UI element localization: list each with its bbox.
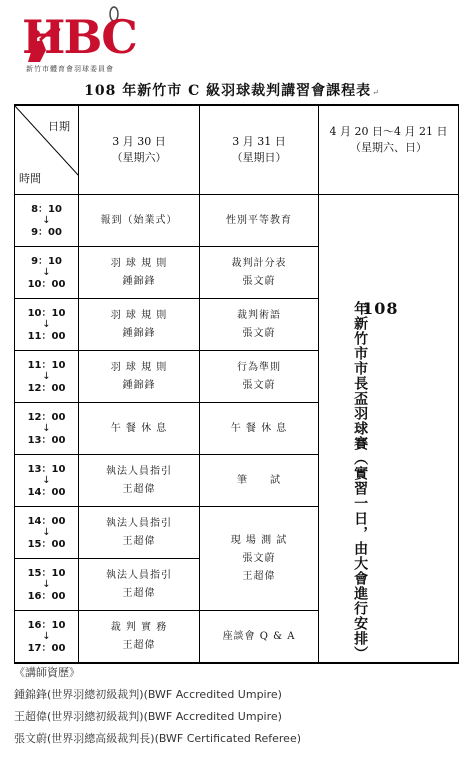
- note-line: 張文蔚(世界羽總高級裁判長)(BWF Certificated Referee): [14, 732, 302, 745]
- session-lecturer: 王超偉: [122, 587, 156, 599]
- header-row: [15, 105, 459, 195]
- day-3-date: 4 月 20 日～4 月 21 日: [329, 125, 448, 138]
- down-arrow-icon: ↓: [42, 474, 51, 486]
- session-lecturer: 張文蔚: [242, 327, 276, 339]
- session-title: 行為準則: [237, 361, 281, 373]
- day-1-session: [79, 455, 200, 507]
- day-2-session: [200, 611, 319, 664]
- day-1-session: [79, 611, 200, 664]
- corner-date-label: 日期: [48, 120, 70, 133]
- down-arrow-icon: ↓: [42, 422, 51, 434]
- session-title: 裁判術語: [237, 309, 281, 321]
- session-lecturer: 鍾錦鋒: [122, 275, 156, 287]
- down-arrow-icon: ↓: [42, 630, 51, 642]
- session-title: 執法人員指引: [106, 517, 172, 529]
- day-1-session: [79, 351, 200, 403]
- session-title: 性別平等教育: [226, 214, 292, 226]
- time-cell: [15, 455, 79, 507]
- slot-end: 16：00: [27, 590, 66, 602]
- slot-end: 17：00: [27, 642, 66, 654]
- down-arrow-icon: ↓: [42, 370, 51, 382]
- day-1-session: [79, 195, 200, 247]
- internship-year: 108: [362, 299, 399, 318]
- day-2-session: [200, 455, 319, 507]
- session-lecturer: 張文蔚: [242, 379, 276, 391]
- day-3-weekday: （星期六、日）: [350, 141, 427, 154]
- internship-vertical-text: [352, 299, 399, 661]
- session-title: 現 場 測 試: [230, 534, 288, 546]
- corner-time-label: 時間: [19, 172, 41, 185]
- document-title: [0, 80, 464, 100]
- slot-start: 15：10: [27, 567, 66, 579]
- day-2-session: [200, 299, 319, 351]
- session-lecturer: 張文蔚: [242, 275, 276, 287]
- day-2-session: [200, 403, 319, 455]
- session-title: 裁判計分表: [231, 257, 287, 269]
- down-arrow-icon: ↓: [42, 578, 51, 590]
- time-cell: [15, 611, 79, 664]
- day-1-session: [79, 403, 200, 455]
- time-cell: [15, 403, 79, 455]
- session-title: 羽 球 規 則: [110, 257, 168, 269]
- note-line: 鍾錦鋒(世界羽總初級裁判)(BWF Accredited Umpire): [14, 688, 282, 701]
- slot-end: 10：00: [27, 278, 66, 290]
- slot-start: 11：10: [27, 359, 66, 371]
- slot-start: 14：00: [27, 515, 66, 527]
- diagonal-line: [15, 106, 79, 176]
- header-corner-cell: [15, 105, 79, 195]
- session-lecturer: 張文蔚: [242, 552, 276, 564]
- slot-start: 10：10: [27, 307, 66, 319]
- slot-start: 8：10: [31, 203, 62, 215]
- down-arrow-icon: ↓: [42, 266, 51, 278]
- slot-end: 11：00: [27, 330, 66, 342]
- session-lecturer: 鍾錦鋒: [122, 379, 156, 391]
- schedule-table: [14, 104, 459, 664]
- slot-end: 14：00: [27, 486, 66, 498]
- down-arrow-icon: ↓: [42, 526, 51, 538]
- session-title: 羽 球 規 則: [110, 361, 168, 373]
- session-lecturer: 王超偉: [122, 483, 156, 495]
- session-lecturer: 王超偉: [122, 639, 156, 651]
- down-arrow-icon: ↓: [42, 214, 51, 226]
- session-lecturer: 王超偉: [122, 535, 156, 547]
- day-2-weekday: （星期日）: [231, 151, 287, 164]
- slot-start: 12：00: [27, 411, 66, 423]
- day-2-session: [200, 507, 319, 611]
- slot-start: 13：10: [27, 463, 66, 475]
- session-title: 筆 試: [237, 474, 281, 486]
- day-1-date: 3 月 30 日: [112, 135, 166, 148]
- day-2-session: [200, 247, 319, 299]
- session-title: 執法人員指引: [106, 569, 172, 581]
- lecturer-notes: [14, 662, 458, 750]
- title-text: 108 年新竹市 C 級羽球裁判講習會課程表: [84, 83, 372, 99]
- notes-heading: 《講師資歷》: [14, 666, 80, 679]
- internship-text: 年新竹市市長盃羽球賽（實習一日，由大會進行安排）: [352, 301, 369, 661]
- time-cell: [15, 351, 79, 403]
- logo-subtext: 新竹市體育會羽球委員會: [26, 65, 114, 73]
- day-1-session: [79, 559, 200, 611]
- session-title: 座談會 Q & A: [222, 630, 296, 642]
- slot-start: 9：10: [31, 255, 62, 267]
- day-2-session: [200, 351, 319, 403]
- day-1-session: [79, 507, 200, 559]
- time-cell: [15, 299, 79, 351]
- down-arrow-icon: ↓: [42, 318, 51, 330]
- hbc-logo: [14, 4, 144, 80]
- day-3-session: [319, 195, 459, 664]
- day-1-session: [79, 247, 200, 299]
- day-1-weekday: （星期六）: [111, 151, 167, 164]
- session-title: 報到（始業式）: [100, 214, 178, 226]
- table-row: [15, 195, 459, 247]
- header-day-1: [79, 105, 200, 195]
- session-lecturer: 王超偉: [242, 570, 276, 582]
- slot-end: 13：00: [27, 434, 66, 446]
- note-line: 王超偉(世界羽總初級裁判)(BWF Accredited Umpire): [14, 710, 282, 723]
- time-cell: [15, 247, 79, 299]
- time-cell: [15, 507, 79, 559]
- header-day-3: [319, 105, 459, 195]
- session-lecturer: 鍾錦鋒: [122, 327, 156, 339]
- session-title: 羽 球 規 則: [110, 309, 168, 321]
- slot-start: 16：10: [27, 619, 66, 631]
- session-title: 執法人員指引: [106, 465, 172, 477]
- logo-text: HBC: [22, 10, 136, 64]
- time-cell: [15, 559, 79, 611]
- time-cell: [15, 195, 79, 247]
- slot-end: 9：00: [31, 226, 62, 238]
- header-day-2: [200, 105, 319, 195]
- session-title: 裁 判 實 務: [110, 621, 168, 633]
- day-1-session: [79, 299, 200, 351]
- day-2-date: 3 月 31 日: [232, 135, 286, 148]
- session-title: 午 餐 休 息: [230, 422, 288, 434]
- slot-end: 12：00: [27, 382, 66, 394]
- day-2-session: [200, 195, 319, 247]
- session-title: 午 餐 休 息: [110, 422, 168, 434]
- return-mark: ↵: [372, 88, 380, 97]
- slot-end: 15：00: [27, 538, 66, 550]
